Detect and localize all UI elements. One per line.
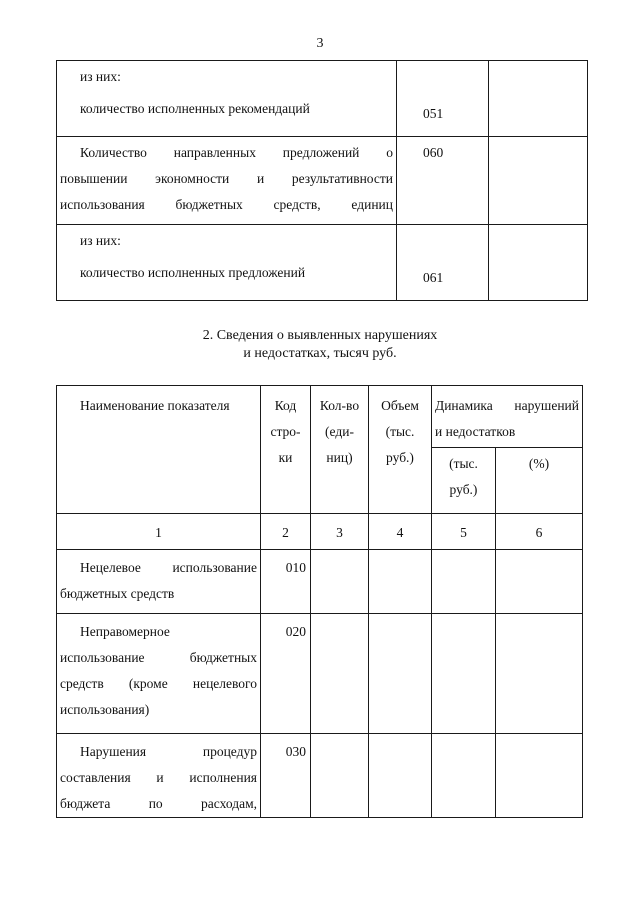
column-number: 2: [282, 525, 289, 540]
value-cell: [496, 734, 583, 818]
row-subheader: из них:: [80, 69, 121, 84]
row-code-cell: [397, 61, 489, 137]
column-number: 1: [155, 525, 162, 540]
value-cell: [489, 137, 588, 225]
table-row: [57, 614, 583, 734]
value-cell: [369, 550, 432, 614]
row-code-cell: [397, 225, 489, 301]
header-volume: [369, 386, 431, 471]
indicator-name: [57, 137, 396, 166]
header-dyn-pct-cell: [496, 448, 583, 514]
indicator-name: [57, 550, 260, 581]
header-line: ниц): [326, 450, 353, 465]
indicator-name-cell: [57, 225, 397, 301]
table-row: [57, 137, 588, 225]
indicator-name-cell: [57, 614, 261, 734]
header-line: ки: [278, 450, 293, 465]
row-code: 061: [423, 270, 444, 285]
row-code: 010: [285, 560, 306, 575]
column-number-cell: [369, 514, 432, 550]
indicator-name-cell: [57, 61, 397, 137]
header-line: (еди-: [325, 424, 354, 439]
header-line: руб.): [386, 450, 414, 465]
indicator-name-line: Количество направленных предложений о: [80, 145, 393, 160]
header-dyn-thous-cell: [432, 448, 496, 514]
row-code-cell: [397, 137, 489, 225]
column-number-cell: [311, 514, 369, 550]
header-line: (тыс.: [449, 456, 478, 471]
header-count-cell: [311, 386, 369, 514]
indicator-name-cell: [57, 734, 261, 818]
header-code: [261, 386, 310, 471]
header-line: Кол-во: [319, 398, 360, 413]
column-number: 4: [396, 525, 404, 540]
header-dynamics: [432, 386, 582, 445]
indicator-name-line: Неправомерное: [80, 624, 170, 639]
header-name: Наименование показателя: [80, 398, 230, 413]
column-numbers-row: [57, 514, 583, 550]
header-volume-cell: [369, 386, 432, 514]
table-row: [57, 550, 583, 614]
violations-table: [56, 385, 583, 818]
value-cell: [496, 550, 583, 614]
column-number-cell: [432, 514, 496, 550]
header-line: Объем: [381, 398, 419, 413]
indicator-name-cell: [57, 550, 261, 614]
header-line: (тыс.: [385, 424, 415, 439]
header-dyn-pct: (%): [528, 456, 550, 471]
column-number-cell: [261, 514, 311, 550]
indicator-name-cont: [57, 645, 260, 723]
indicator-name: количество исполненных рекомендаций: [80, 101, 310, 116]
column-number: 6: [535, 525, 543, 540]
indicator-name: количество исполненных предложений: [80, 265, 306, 280]
value-cell: [496, 614, 583, 734]
header-name-cell: [57, 386, 261, 514]
page-number: 3: [316, 36, 324, 51]
header-dynamics-cell: [432, 386, 583, 448]
indicator-name-line: Нарушения процедур: [80, 744, 257, 759]
value-cell: [489, 61, 588, 137]
indicator-name-line: составления и исполнения: [60, 770, 257, 785]
value-cell: [311, 550, 369, 614]
header-line: и недостатков: [435, 424, 516, 439]
table-row: [57, 225, 588, 301]
section-title-line: 2. Сведения о выявленных нарушениях: [202, 328, 438, 343]
table-row: [57, 734, 583, 818]
table-row: [57, 61, 588, 137]
indicator-name-line: средств (кроме нецелевого: [60, 676, 257, 691]
row-code-cell: [261, 614, 311, 734]
indicator-name-cont: [57, 581, 260, 607]
row-code: 020: [285, 624, 306, 639]
row-code: 060: [423, 145, 444, 160]
header-line: Динамика нарушений: [435, 398, 579, 413]
header-row: [57, 386, 583, 448]
section-title-line: и недостатках, тысяч руб.: [243, 346, 397, 361]
indicator-name-line: Нецелевое использование: [80, 560, 257, 575]
row-code: 051: [423, 106, 444, 121]
indicator-name-line: бюджета по расходам,: [60, 796, 257, 811]
indicator-name-cont: [57, 765, 260, 817]
indicator-name-line: использования): [60, 702, 150, 717]
value-cell: [311, 614, 369, 734]
row-subheader: из них:: [80, 233, 121, 248]
indicator-name-line: повышении экономности и результативности: [60, 171, 393, 186]
indicator-name: [57, 614, 260, 645]
indicator-name: [57, 734, 260, 765]
value-cell: [432, 614, 496, 734]
column-number: 3: [336, 525, 343, 540]
value-cell: [432, 550, 496, 614]
header-dyn-thous: [432, 448, 495, 503]
indicators-table-continued: [56, 60, 588, 301]
header-code-cell: [261, 386, 311, 514]
value-cell: [369, 734, 432, 818]
indicator-name-line: бюджетных средств: [60, 586, 175, 601]
row-code-cell: [261, 550, 311, 614]
header-line: Код: [274, 398, 297, 413]
indicator-name-cell: [57, 137, 397, 225]
value-cell: [432, 734, 496, 818]
column-number: 5: [460, 525, 467, 540]
indicator-name-line: использование бюджетных: [60, 650, 257, 665]
row-code: 030: [285, 744, 306, 759]
row-code-cell: [261, 734, 311, 818]
value-cell: [369, 614, 432, 734]
header-line: руб.): [449, 482, 478, 497]
header-count: [311, 386, 368, 471]
value-cell: [489, 225, 588, 301]
section-title: [0, 327, 640, 363]
indicator-name-line: использования бюджетных средств, единиц: [60, 197, 393, 212]
value-cell: [311, 734, 369, 818]
column-number-cell: [496, 514, 583, 550]
header-line: стро-: [270, 424, 301, 439]
indicator-name-cont: [57, 166, 396, 218]
column-number-cell: [57, 514, 261, 550]
